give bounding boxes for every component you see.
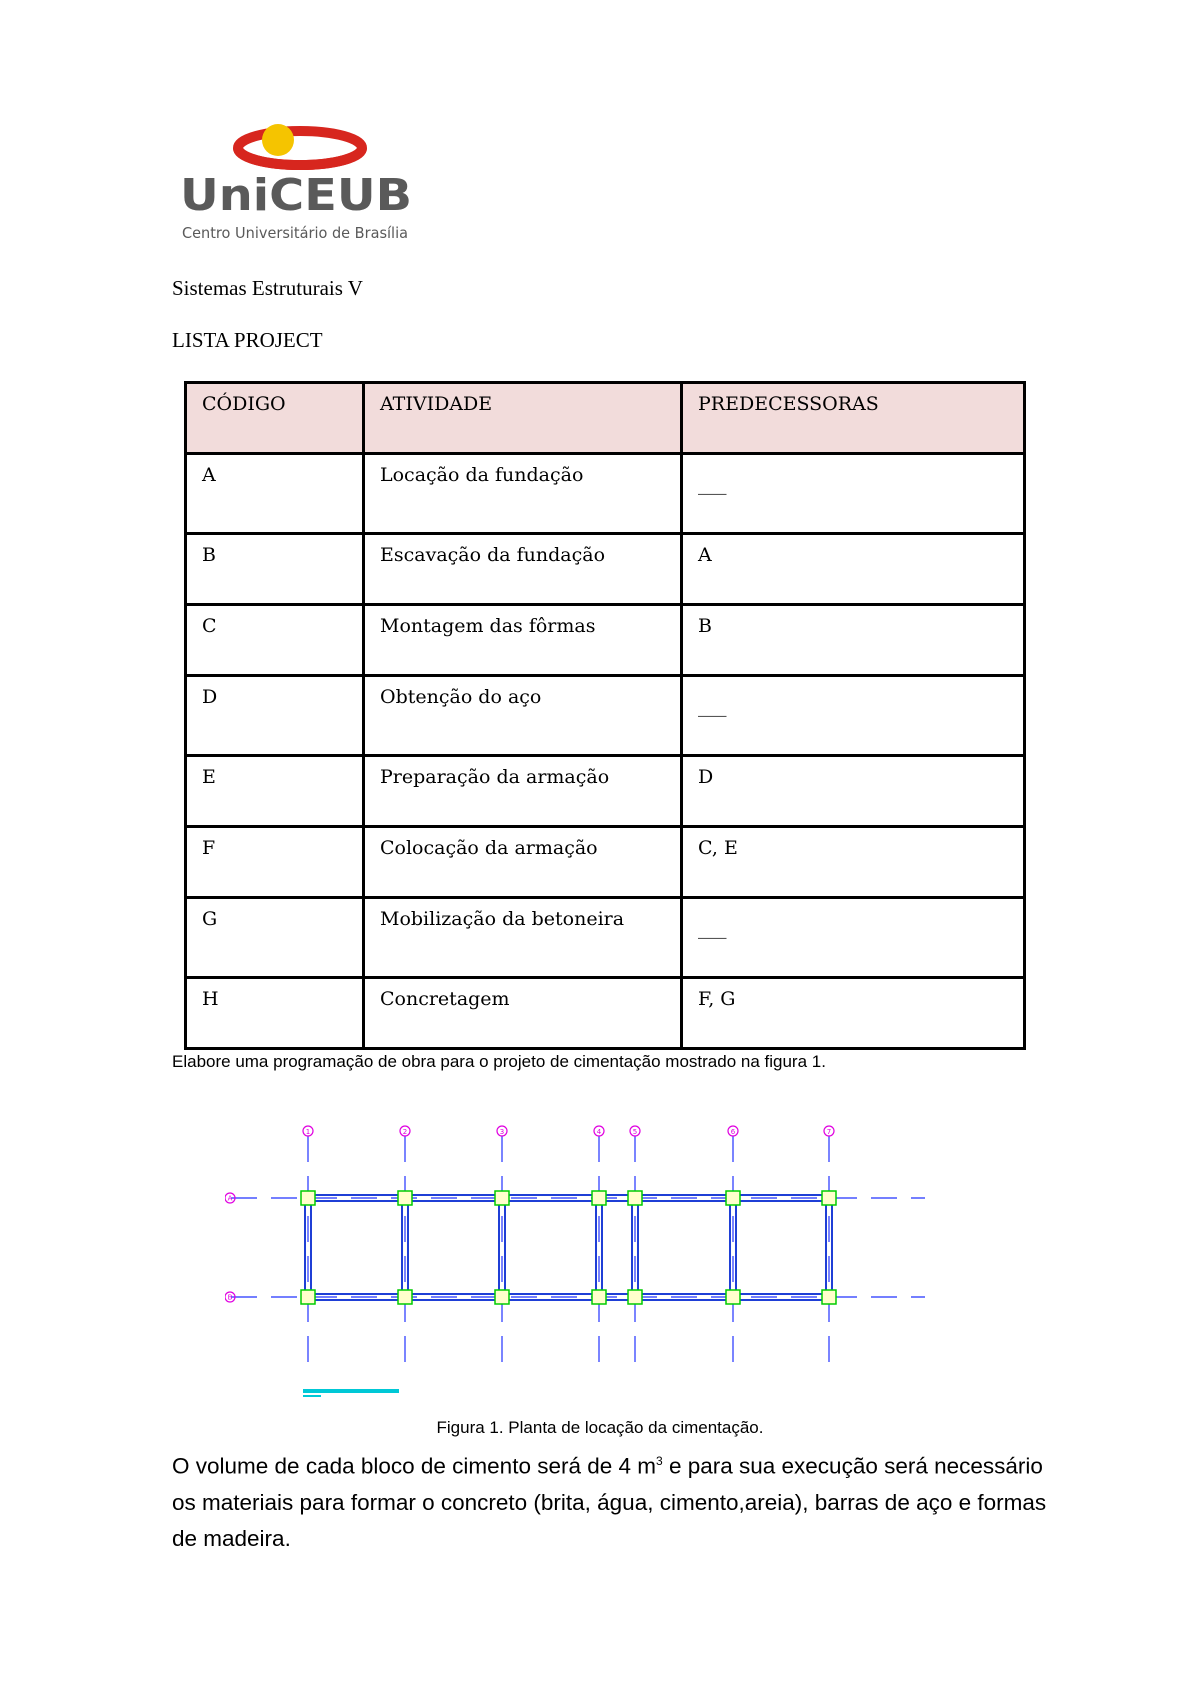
cell-activity: Preparação da armação (364, 756, 682, 827)
foundation-block (398, 1290, 412, 1304)
cell-code: H (186, 978, 364, 1049)
axis-label-7: 7 (826, 1128, 832, 1136)
cell-predecessors: C, E (682, 827, 1025, 898)
cell-predecessors: ___ (682, 454, 1025, 534)
axis-label-5: 5 (632, 1128, 638, 1136)
paragraph-part-1: O volume de cada bloco de cimento será de 4 m (172, 1453, 657, 1479)
foundation-block (726, 1290, 740, 1304)
body-paragraph (172, 1443, 1052, 1557)
foundation-block (628, 1191, 642, 1205)
figure-caption: Figura 1. Planta de locação da cimentação. (436, 1418, 764, 1437)
cell-predecessors: ___ (682, 898, 1025, 978)
activities-table (184, 381, 1026, 1050)
table-row (186, 898, 1025, 978)
cell-predecessors: D (682, 756, 1025, 827)
table-row (186, 454, 1025, 534)
foundation-block (726, 1191, 740, 1205)
course-title: Sistemas Estruturais V (172, 276, 363, 300)
cell-predecessors: A (682, 534, 1025, 605)
plan-label-mark (303, 1389, 399, 1393)
logo-brand: UniCEUB (180, 170, 412, 221)
plan-label-mark (303, 1395, 321, 1397)
uniceub-logo (178, 118, 418, 248)
cell-activity: Montagem das fôrmas (364, 605, 682, 676)
table-row (186, 756, 1025, 827)
foundation-block (301, 1191, 315, 1205)
axis-label-2: 2 (402, 1128, 408, 1136)
instruction-text: Elabore uma programação de obra para o projeto de cimentação mostrado na figura 1. (172, 1052, 826, 1071)
foundation-block (495, 1191, 509, 1205)
cell-activity: Colocação da armação (364, 827, 682, 898)
axis-label-A: A (227, 1194, 233, 1203)
axis-label-4: 4 (596, 1128, 602, 1136)
cell-predecessors: B (682, 605, 1025, 676)
cell-predecessors: ___ (682, 676, 1025, 756)
list-title: LISTA PROJECT (172, 328, 323, 352)
foundation-block (495, 1290, 509, 1304)
cell-activity: Obtenção do aço (364, 676, 682, 756)
header-predecessors: PREDECESSORAS (682, 383, 1025, 454)
cell-activity: Escavação da fundação (364, 534, 682, 605)
paragraph-part-2: e para sua execução será necessário os materiais para formar o concreto (brita, água, cimento,areia), barras de aço e formas de madeira. (172, 1453, 1047, 1551)
cell-code: D (186, 676, 364, 756)
superscript-exponent: 3 (656, 1454, 663, 1468)
logo-sun (262, 124, 294, 156)
axis-label-1: 1 (305, 1128, 311, 1136)
cell-activity: Concretagem (364, 978, 682, 1049)
table-header-row (186, 383, 1025, 454)
foundation-block (301, 1290, 315, 1304)
axis-label-6: 6 (730, 1128, 736, 1136)
foundation-block (822, 1290, 836, 1304)
cell-code: B (186, 534, 364, 605)
logo-tagline: Centro Universitário de Brasília (182, 224, 408, 242)
table-row (186, 605, 1025, 676)
cell-predecessors: F, G (682, 978, 1025, 1049)
foundation-block (398, 1191, 412, 1205)
cell-code: G (186, 898, 364, 978)
cell-activity: Locação da fundação (364, 454, 682, 534)
table-row (186, 534, 1025, 605)
foundation-block (592, 1290, 606, 1304)
axis-label-B: B (227, 1293, 233, 1302)
cell-code: C (186, 605, 364, 676)
table-row (186, 676, 1025, 756)
header-activity: ATIVIDADE (364, 383, 682, 454)
cell-code: A (186, 454, 364, 534)
foundation-block (822, 1191, 836, 1205)
foundation-block (628, 1290, 642, 1304)
foundation-block (592, 1191, 606, 1205)
foundation-plan-figure (225, 1112, 945, 1412)
cell-code: E (186, 756, 364, 827)
table-row (186, 978, 1025, 1049)
cell-activity: Mobilização da betoneira (364, 898, 682, 978)
cell-code: F (186, 827, 364, 898)
header-code: CÓDIGO (186, 383, 364, 454)
axis-label-3: 3 (499, 1128, 505, 1136)
table-row (186, 827, 1025, 898)
